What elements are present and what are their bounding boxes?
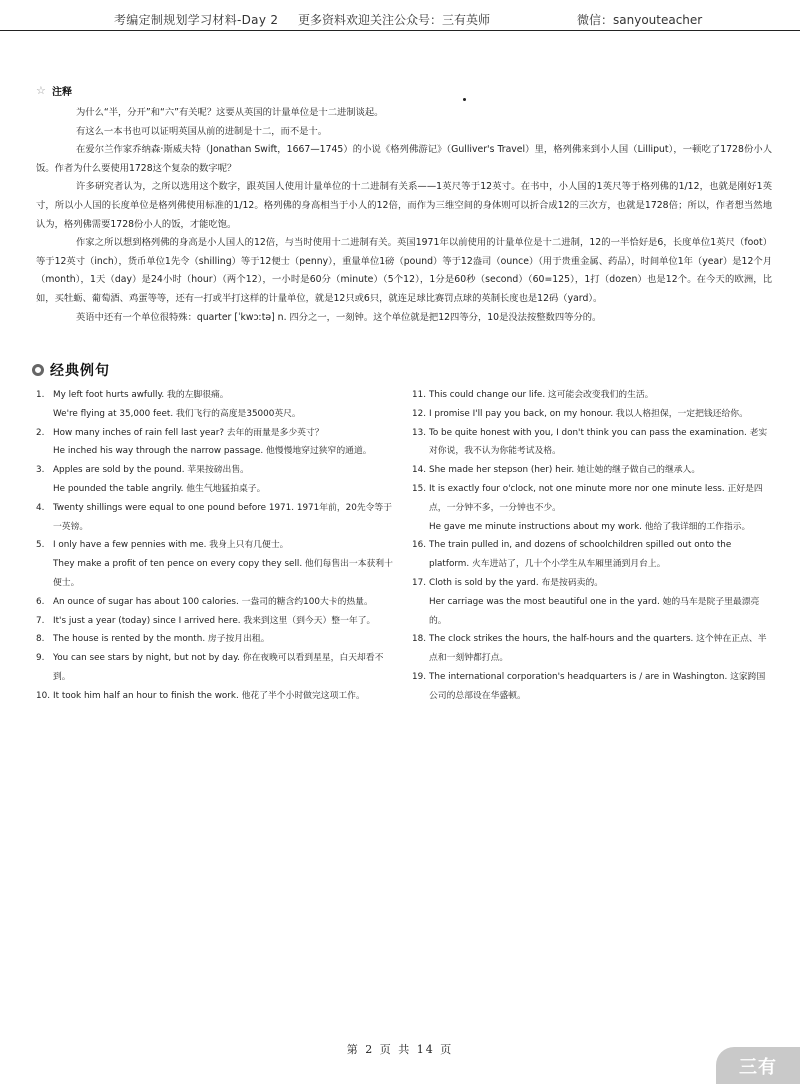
note-paragraph: 作家之所以想到格列佛的身高是小人国人的12倍，与当时使用十二进制有关。英国1971年以前使用的计量单位是十二进制，12的一半恰好是6，长度单位1英尺（foot）等于12英寸（inch），货币单位1先令（shilling）等于12便士（penny），重量单位1磅（pound）等于12盎司（ounce）（用于贵重金属、药品），时间单位1年（year）是12个月（month），1天（day）是24小时（hour）（两个12），一小时是60分（minute）（5个12），1分是60秒（second）（60=125），1打（dozen）也是12个。在今天的欧洲，比如，买牡蛎、葡萄酒、鸡蛋等等，还有一打或半打这样的计量单位，就是12只或6只，就连足球比赛罚点球的英制长度也是12码（yard）。 (36, 237, 772, 304)
example-item (412, 424, 772, 462)
example-sentence: This could change our life. 这可能会改变我们的生活。 (429, 390, 654, 400)
example-sentence: To be quite honest with you, I don't think you can pass the examination. 老实对你说，我不认为你能考试及格。 (429, 427, 768, 457)
example-body (429, 461, 772, 480)
watermark-text: 三有 (739, 1056, 777, 1078)
example-sentence: He inched his way through the narrow passage. 他慢慢地穿过狭窄的通道。 (53, 446, 372, 457)
example-number: 14. (412, 465, 426, 476)
example-sentence: Twenty shillings were equal to one pound before 1971. 1971年前，20先令等于一英镑。 (53, 502, 393, 532)
watermark-logo (716, 1047, 800, 1084)
example-sentence: Her carriage was the most beautiful one in the yard. 她的马车是院子里最漂亮的。 (429, 596, 760, 626)
example-sentence: My left foot hurts awfully. 我的左脚很痛。 (53, 390, 229, 400)
example-number: 18. (412, 634, 426, 645)
example-body (429, 480, 772, 536)
example-number: 13. (412, 427, 426, 438)
example-body (429, 630, 772, 668)
example-sentence: He gave me minute instructions about my work. 他给了我详细的工作指示。 (429, 521, 751, 532)
example-body (429, 668, 772, 706)
examples-right-column (412, 386, 772, 706)
example-number: 16. (412, 540, 426, 551)
section-heading (32, 360, 110, 380)
header-title: 考编定制规划学习材料-Day 2 (114, 13, 279, 27)
note-paragraph: 为什么“半，分开”和“六”有关呢？这要从英国的计量单位是十二进制谈起。 (76, 107, 384, 118)
star-icon: ☆ (36, 83, 46, 97)
example-number: 6. (36, 596, 45, 607)
example-item (412, 405, 772, 424)
example-sentence: Cloth is sold by the yard. 布是按码卖的。 (429, 577, 604, 588)
circle-bullet-icon (32, 364, 44, 376)
example-body (429, 405, 772, 424)
example-item (36, 424, 398, 462)
examples-left-column (36, 386, 398, 706)
example-body (53, 630, 398, 649)
page-header (0, 0, 800, 31)
example-item (412, 574, 772, 630)
example-number: 5. (36, 540, 45, 551)
example-body (429, 536, 772, 574)
section-title: 经典例句 (50, 363, 110, 379)
example-sentence: Apples are sold by the pound. 苹果按磅出售。 (53, 465, 249, 476)
example-number: 17. (412, 577, 426, 588)
example-body (53, 536, 398, 592)
example-item (36, 630, 398, 649)
example-sentence: The house is rented by the month. 房子按月出租。 (53, 634, 270, 645)
example-sentence: An ounce of sugar has about 100 calories. 一盎司的糖含约100大卡的热量。 (53, 596, 373, 607)
example-item (36, 461, 398, 499)
example-body (53, 649, 398, 687)
header-wechat: 微信：sanyouteacher (577, 13, 703, 27)
example-number: 4. (36, 502, 45, 513)
example-sentence: They make a profit of ten pence on every copy they sell. 他们每售出一本获利十便士。 (53, 559, 393, 588)
example-number: 11. (412, 390, 426, 400)
example-item (36, 499, 398, 537)
example-sentence: You can see stars by night, but not by day. 你在夜晚可以看到星星，白天却看不到。 (53, 653, 384, 682)
example-sentence: It took him half an hour to finish the work. 他花了半个小时做完这项工作。 (53, 690, 365, 701)
note-paragraph: 有这么一本书也可以证明英国从前的进制是十二，而不是十。 (76, 125, 328, 137)
example-body (53, 499, 398, 537)
example-number: 9. (36, 653, 45, 664)
example-body (53, 386, 398, 424)
example-sentence: The clock strikes the hours, the half-hours and the quarters. 这个钟在正点、半点和一刻钟都打点。 (429, 634, 767, 664)
example-body (429, 574, 772, 630)
example-sentence: I promise I'll pay you back, on my honour. 我以人格担保，一定把钱还给你。 (429, 408, 748, 419)
example-item (36, 536, 398, 592)
example-number: 3. (36, 465, 45, 476)
note-section (36, 82, 772, 327)
example-item (412, 630, 772, 668)
example-body (429, 386, 772, 405)
example-body (429, 424, 772, 462)
note-label: 注释 (52, 86, 72, 98)
example-number: 19. (412, 671, 426, 682)
note-paragraph: 许多研究者认为，之所以选用这个数字，跟英国人使用计量单位的十二进制有关系——1英尺等于12英寸。在书中，小人国的1英尺等于格列佛的1/12，也就是刚好1英寸，所以小人国的长度单位是格列佛使用标准的1/12。格列佛的身高相当于小人的12倍，而作为三维空间的身体则可以折合成12的三次方，也就是1728倍；所以，作者想当然地认为，格列佛需要1728份小人的饭，才能吃饱。 (36, 181, 772, 230)
example-item (36, 687, 398, 706)
example-number: 10. (36, 690, 50, 701)
page-number: 第 2 页 共 14 页 (346, 1043, 454, 1056)
example-sentence: The international corporation's headquarters is / are in Washington. 这家跨国公司的总部设在华盛顿。 (429, 671, 766, 701)
example-item (412, 668, 772, 706)
example-number: 7. (36, 615, 45, 626)
example-sentence: He pounded the table angrily. 他生气地猛拍桌子。 (53, 483, 266, 494)
example-sentence: It's just a year (today) since I arrived here. 我来到这里（到今天）整一年了。 (53, 615, 376, 626)
example-body (53, 424, 398, 462)
example-item (36, 386, 398, 424)
example-number: 12. (412, 408, 426, 419)
header-account: 更多资料欢迎关注公众号：三有英师 (298, 13, 491, 27)
example-number: 2. (36, 427, 45, 438)
example-item (412, 480, 772, 536)
example-sentence: How many inches of rain fell last year? 去年的雨量是多少英寸？ (53, 427, 324, 438)
example-sentence: I only have a few pennies with me. 我身上只有几便士。 (53, 540, 289, 551)
example-item (36, 593, 398, 612)
example-sentence: The train pulled in, and dozens of schoolchildren spilled out onto the platform. 火车进站了，几十个小学生从车厢里涌到月台上。 (429, 540, 732, 570)
note-heading (36, 82, 772, 98)
example-item (36, 649, 398, 687)
example-body (53, 461, 398, 499)
example-body (53, 612, 398, 631)
example-number: 1. (36, 390, 45, 400)
example-item (412, 461, 772, 480)
example-sentence: It is exactly four o'clock, not one minute more nor one minute less. 正好是四点，一分钟不多，一分钟也不少。 (429, 483, 763, 513)
example-item (412, 536, 772, 574)
example-sentence: She made her stepson (her) heir. 她让她的继子做自己的继承人。 (429, 465, 701, 476)
example-body (53, 687, 398, 706)
example-item (412, 386, 772, 405)
example-sentence: We're flying at 35,000 feet. 我们飞行的高度是35000英尺。 (53, 408, 301, 419)
note-paragraph: 在爱尔兰作家乔纳森·斯威夫特（Jonathan Swift，1667—1745）的小说《格列佛游记》（Gulliver's Travel）里，格列佛来到小人国（Lilliput），一顿吃了1728份小人饭。作者为什么要使用1728这个复杂的数字呢？ (36, 144, 772, 174)
example-item (36, 612, 398, 631)
example-number: 8. (36, 634, 45, 645)
example-body (53, 593, 398, 612)
note-paragraph: 英语中还有一个单位很特殊：quarter [ˈkwɔːtə] n. 四分之一，一刻钟。这个单位就是把12四等分，10是没法按整数四等分的。 (76, 311, 602, 323)
example-number: 15. (412, 483, 426, 494)
